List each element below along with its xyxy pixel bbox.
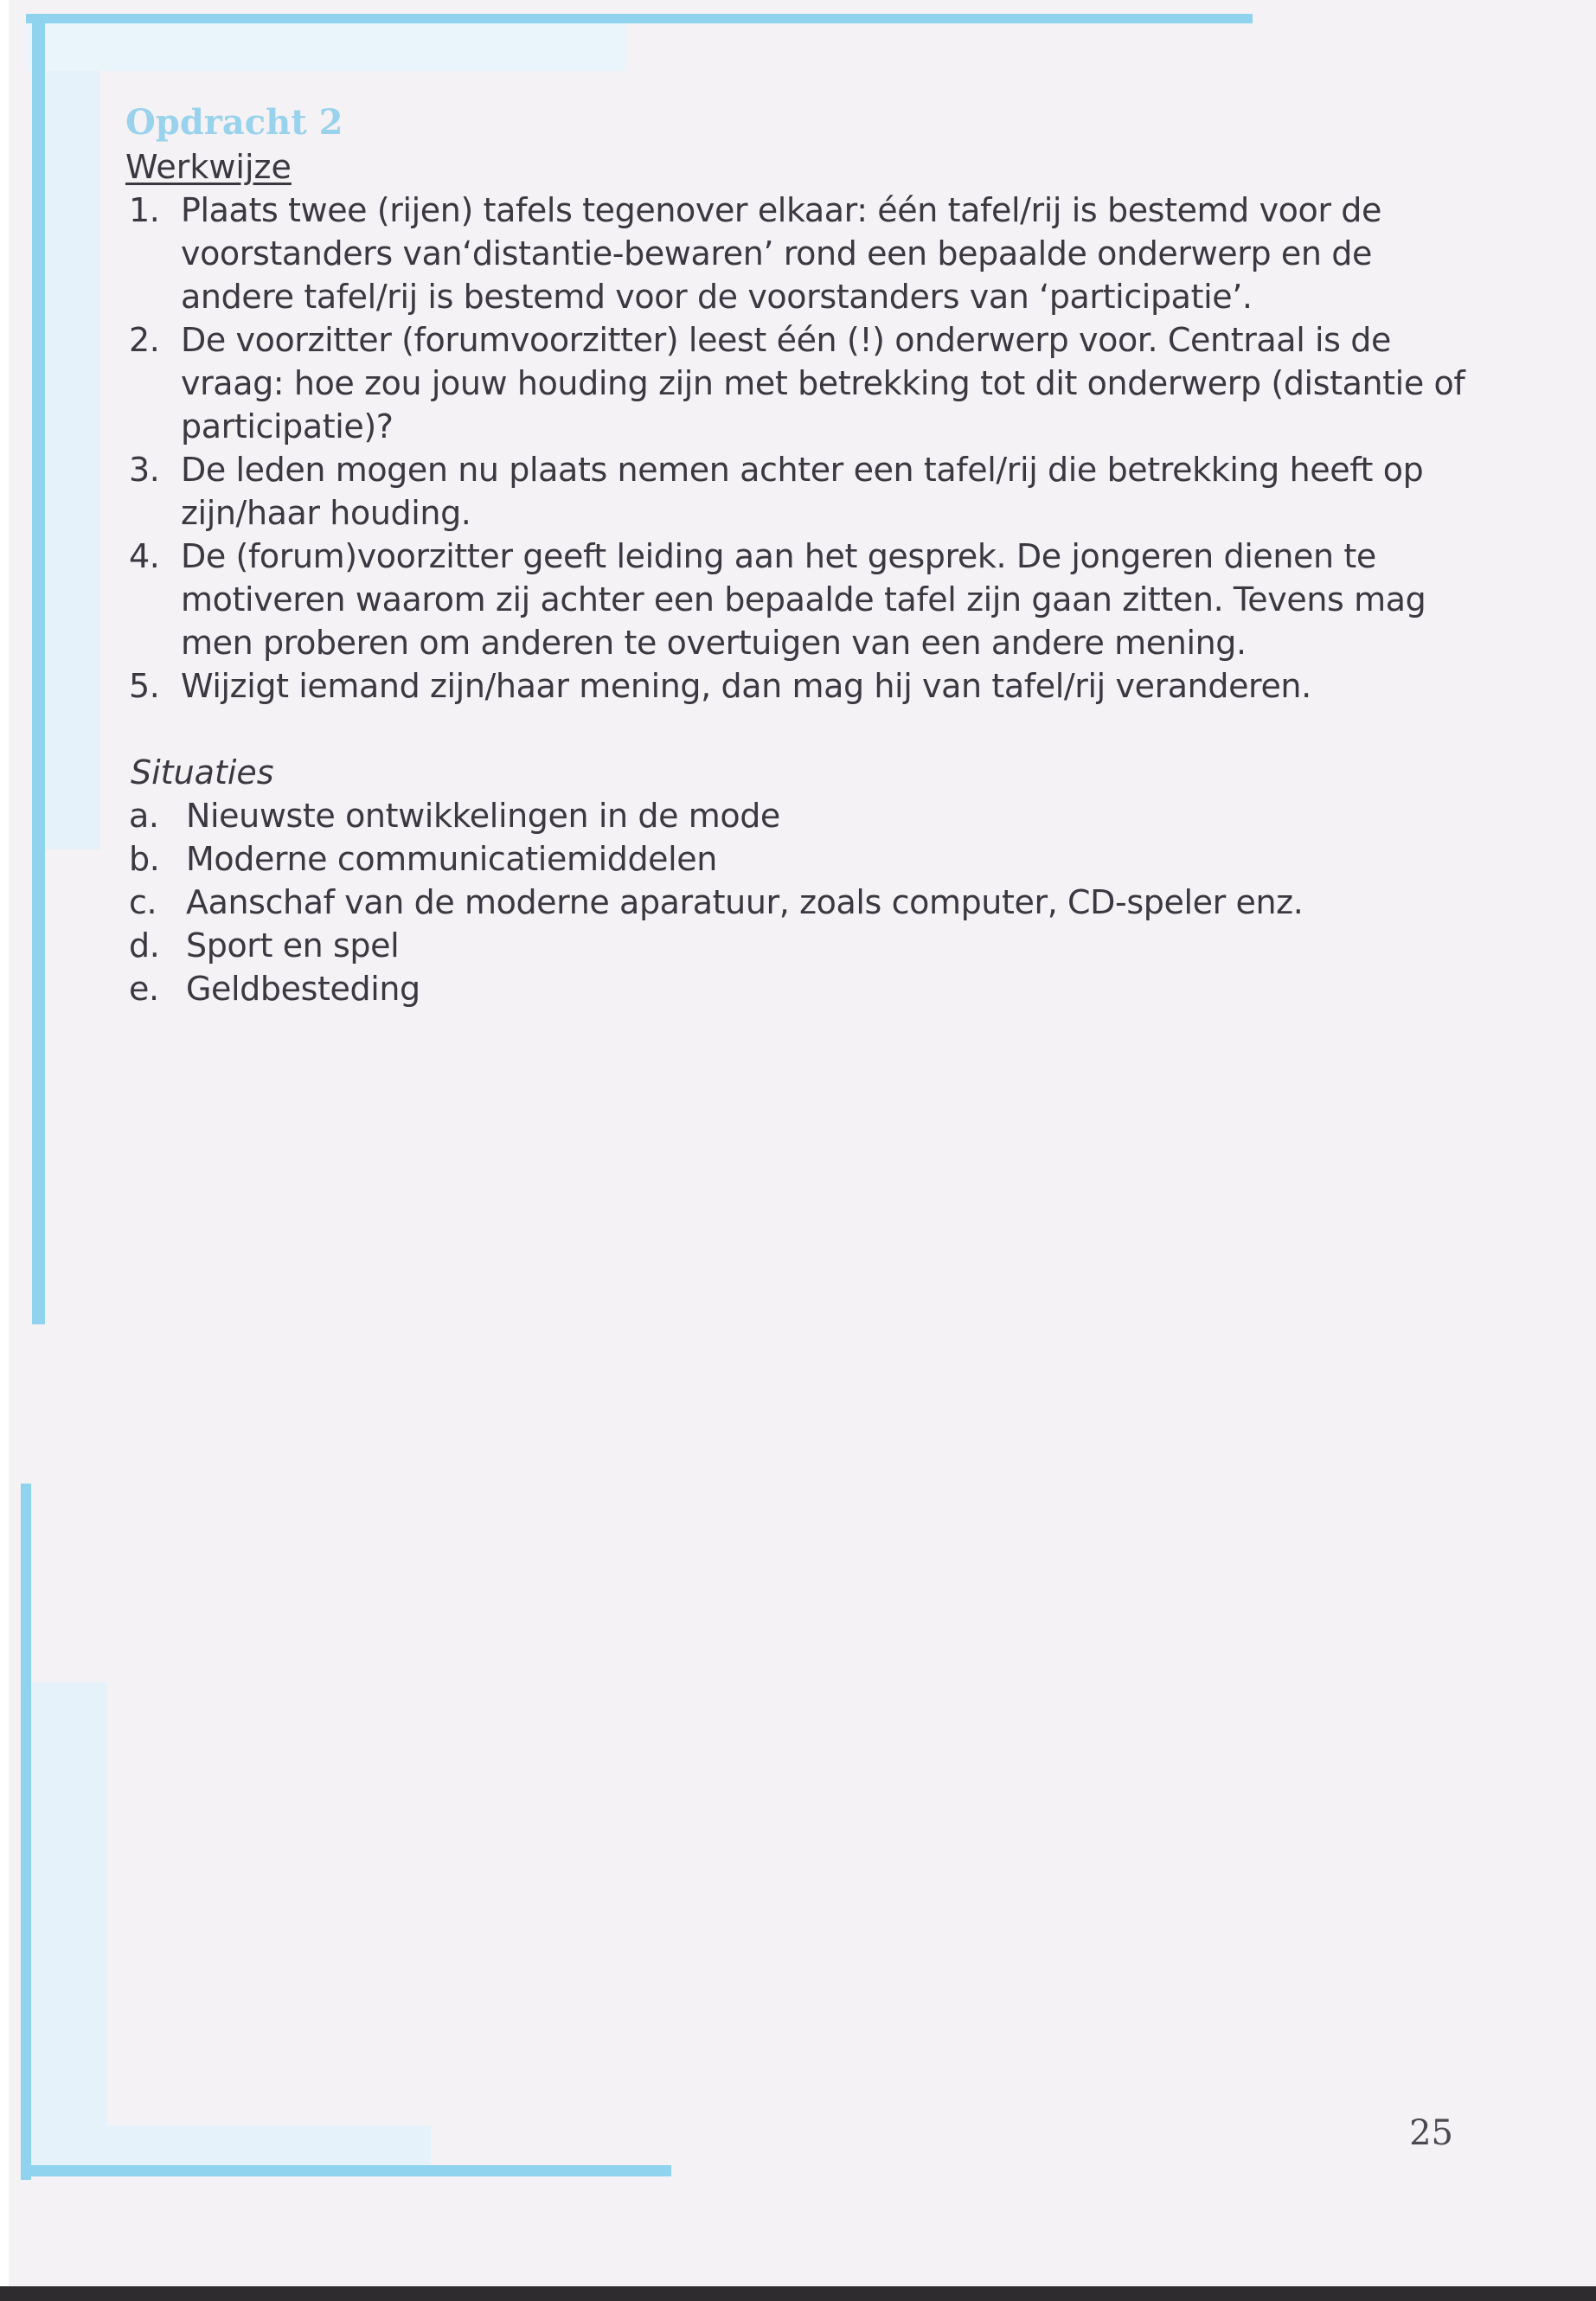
scan-edge bbox=[0, 0, 9, 2301]
situation-text: Nieuwste ontwikkelingen in de mode bbox=[186, 797, 780, 835]
method-subheading: Werkwijze bbox=[125, 148, 292, 186]
situation-text: Aanschaf van de moderne aparatuur, zoals computer, CD-speler enz. bbox=[186, 883, 1304, 921]
situation-letter: b. bbox=[129, 840, 160, 878]
situation-text: Geldbesteding bbox=[186, 970, 420, 1008]
step-number: 3. bbox=[129, 451, 160, 489]
step-text: Wijzigt iemand zijn/haar mening, dan mag hij van tafel/rij veranderen. bbox=[181, 667, 1311, 705]
decorative-block bbox=[45, 71, 100, 849]
decorative-line bbox=[26, 2165, 671, 2176]
scan-edge bbox=[0, 2286, 1596, 2301]
steps-list bbox=[125, 189, 1475, 708]
list-item bbox=[125, 881, 1475, 924]
page-content bbox=[125, 100, 1475, 1010]
decorative-line bbox=[32, 14, 45, 1324]
situation-letter: e. bbox=[129, 970, 159, 1008]
list-item bbox=[125, 924, 1475, 967]
step-text: De (forum)voorzitter geeft leiding aan het gesprek. De jongeren dienen te motiveren waarom zij achter een bepaalde tafel zijn gaan zitten. Tevens mag men proberen om anderen te overtuigen van een andere mening. bbox=[181, 537, 1426, 662]
step-text: De leden mogen nu plaats nemen achter een tafel/rij die betrekking heeft op zijn/haar houding. bbox=[181, 451, 1424, 532]
decorative-block bbox=[26, 2125, 431, 2165]
step-number: 1. bbox=[129, 191, 160, 229]
list-item bbox=[125, 664, 1475, 708]
step-number: 2. bbox=[129, 321, 160, 359]
list-item bbox=[125, 318, 1475, 448]
decorative-block bbox=[31, 1682, 107, 2132]
list-item bbox=[125, 189, 1475, 318]
list-item bbox=[125, 448, 1475, 535]
step-number: 5. bbox=[129, 667, 160, 705]
situations-list bbox=[125, 794, 1475, 1010]
situation-letter: d. bbox=[129, 926, 160, 965]
situations-title: Situaties bbox=[131, 753, 274, 792]
assignment-heading: Opdracht 2 bbox=[125, 102, 343, 143]
step-text: Plaats twee (rijen) tafels tegenover elkaar: één tafel/rij is bestemd voor de voorstanders van‘distantie-bewaren’ rond een bepaalde onderwerp en de andere tafel/rij is bestemd voor de voorstanders van ‘participatie’. bbox=[181, 191, 1381, 316]
list-item bbox=[125, 535, 1475, 664]
decorative-line bbox=[26, 14, 1253, 23]
step-text: De voorzitter (forumvoorzitter) leest één (!) onderwerp voor. Centraal is de vraag: hoe zou jouw houding zijn met betrekking tot dit onderwerp (distantie of participatie)? bbox=[181, 321, 1465, 445]
situation-text: Moderne communicatiemiddelen bbox=[186, 840, 717, 878]
list-item bbox=[125, 794, 1475, 837]
decorative-line bbox=[21, 1484, 31, 2180]
step-number: 4. bbox=[129, 537, 160, 575]
page-number: 25 bbox=[1409, 2113, 1453, 2153]
list-item bbox=[125, 837, 1475, 881]
situation-letter: a. bbox=[129, 797, 159, 835]
situation-letter: c. bbox=[129, 883, 157, 921]
list-item bbox=[125, 967, 1475, 1010]
situation-text: Sport en spel bbox=[186, 926, 400, 965]
